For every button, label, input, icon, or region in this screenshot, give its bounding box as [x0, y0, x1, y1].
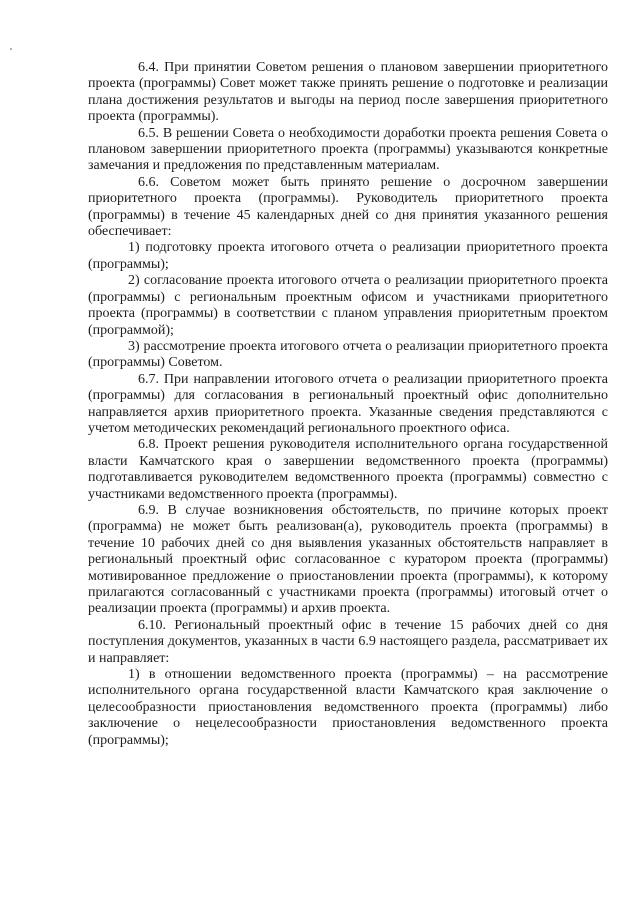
paragraph-6-6: 6.6. Советом может быть принято решение о досрочном завершении приоритетного проекта (программы). Руководитель приоритетного проекта (программы) в течение 45 календарных дней со дня принятия указанного решения обеспечивает:: [88, 174, 608, 240]
paragraph-6-10: 6.10. Региональный проектный офис в течение 15 рабочих дней со дня поступления документов, указанных в части 6.9 настоящего раздела, рассматривает их и направляет:: [88, 617, 608, 666]
paragraph-6-6-item-3: 3) рассмотрение проекта итогового отчета о реализации приоритетного проекта (программы) Советом.: [88, 338, 608, 371]
paragraph-6-7: 6.7. При направлении итогового отчета о реализации приоритетного проекта (программы) для согласования в региональный проектный офис дополнительно направляется архив приоритетного проекта. Указанные сведения представляются с учетом методических рекомендаций регионального проектного офиса.: [88, 371, 608, 436]
paragraph-6-10-item-1: 1) в отношении ведомственного проекта (программы) – на рассмотрение исполнительного органа государственной власти Камчатского края заключение о целесообразности приостановления ведомственного проекта (программы) либо заключение о нецелесообразности приостановления ведомственного проекта (программы);: [88, 667, 608, 748]
paragraph-6-8: 6.8. Проект решения руководителя исполнительного органа государственной власти Камчатского края о завершении ведомственного проекта (программы) подготавливается руководителем ведомственного проекта (программы) совместно с участниками ведомственного проекта (программы).: [88, 437, 608, 502]
paragraph-6-6-item-2: 2) согласование проекта итогового отчета о реализации приоритетного проекта (программы) с региональным проектным офисом и участниками приоритетного проекта (программы) в соответствии с планом управления приоритетным проектом (программой);: [88, 273, 608, 338]
document-body: [88, 60, 608, 749]
paragraph-6-4: 6.4. При принятии Советом решения о плановом завершении приоритетного проекта (программы) Совет может также принять решение о подготовке и реализации плана достижения результатов и выгоды на период после завершения приоритетного проекта (программы).: [88, 60, 608, 125]
paragraph-6-5: 6.5. В решении Совета о необходимости доработки проекта решения Совета о плановом завершении приоритетного проекта (программы) указываются конкретные замечания и предложения по представленным материалам.: [88, 125, 608, 174]
paragraph-6-6-item-1: 1) подготовку проекта итогового отчета о реализации приоритетного проекта (программы);: [88, 240, 608, 272]
paragraph-6-9: 6.9. В случае возникновения обстоятельств, по причине которых проект (программа) не может быть реализован(а), руководитель проекта (программы) в течение 10 рабочих дней со дня выявления указанных обстоятельств направляет в региональный проектный офис согласованное с куратором проекта (программы) мотивированное предложение о приостановлении проекта (программы), к которому прилагаются согласованный с участниками проекта (программы) итоговый отчет о реализации проекта (программы) и архив проекта.: [88, 502, 608, 617]
scan-artifact: [10, 48, 12, 50]
